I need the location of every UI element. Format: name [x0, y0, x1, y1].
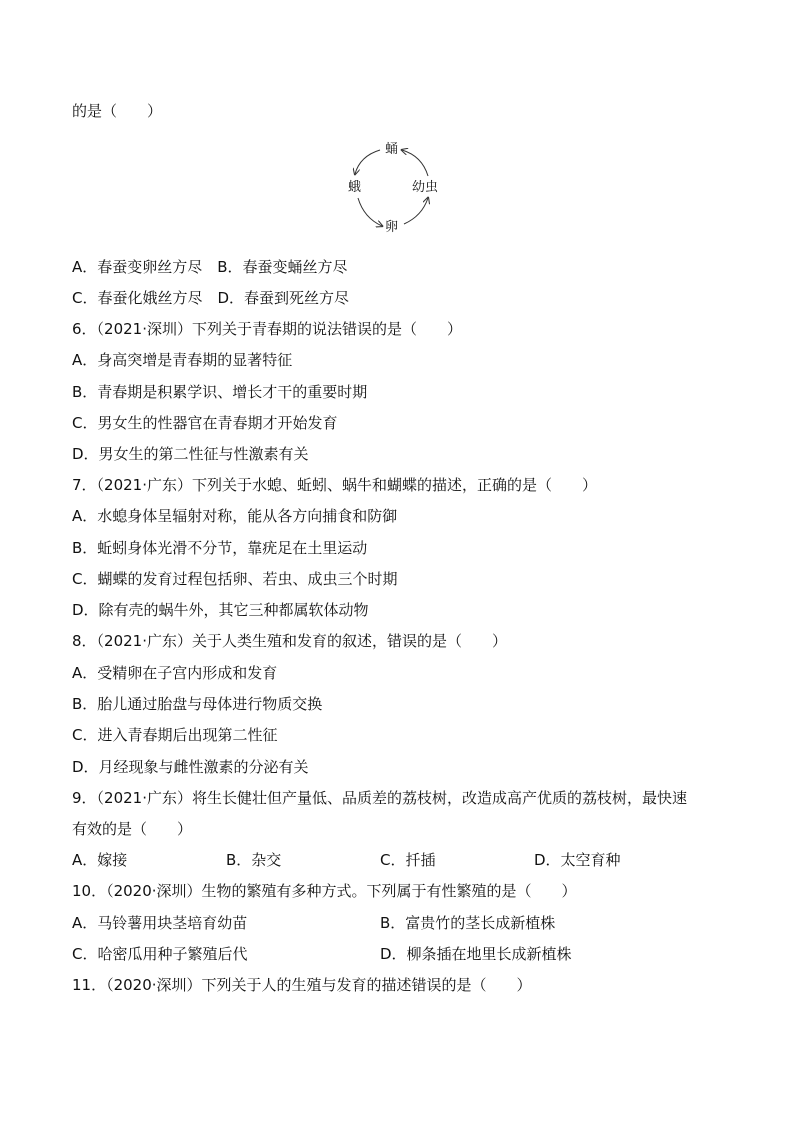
q9-option-a: A．嫁接	[72, 851, 128, 869]
q7-option-b: B．蚯蚓身体光滑不分节，靠疣足在土里运动	[72, 539, 368, 557]
q7-option-d: D．除有壳的蜗牛外，其它三种都属软体动物	[72, 601, 369, 619]
q10-option-b: B．富贵竹的茎长成新植株	[380, 914, 556, 932]
q10-option-d: D．柳条插在地里长成新植株	[380, 945, 572, 963]
q7-option-a: A．水螅身体呈辐射对称，能从各方向捕食和防御	[72, 507, 398, 525]
q11-stem: 11．（2020·深圳）下列关于人的生殖与发育的描述错误的是（ ）	[72, 976, 532, 994]
q10-option-a: A．马铃薯用块茎培育幼苗	[72, 914, 248, 932]
arrow-pupa-to-moth	[355, 150, 380, 174]
q5-option-ab: A．春蚕变卵丝方尽 B．春蚕变蛹丝方尽	[72, 258, 348, 276]
q9-stem-line2: 有效的是（ ）	[72, 820, 193, 838]
arrow-egg-to-larva	[404, 198, 428, 224]
q6-option-d: D．男女生的第二性征与性激素有关	[72, 445, 309, 463]
silkworm-life-cycle-diagram	[340, 138, 450, 238]
stage-larva: 幼虫	[412, 180, 439, 195]
q7-option-c: C．蝴蝶的发育过程包括卵、若虫、成虫三个时期	[72, 570, 398, 588]
q5-option-cd: C．春蚕化娥丝方尽 D．春蚕到死丝方尽	[72, 289, 350, 307]
arrow-larva-to-pupa	[402, 150, 428, 176]
q7-stem: 7．（2021·广东）下列关于水螅、蚯蚓、蜗牛和蝴蝶的描述，正确的是（ ）	[72, 476, 597, 494]
q6-option-c: C．男女生的性器官在青春期才开始发育	[72, 414, 338, 432]
q6-option-b: B．青春期是积累学识、增长才干的重要时期	[72, 383, 368, 401]
q10-option-c: C．哈密瓜用种子繁殖后代	[72, 945, 248, 963]
q8-option-b: B．胎儿通过胎盘与母体进行物质交换	[72, 695, 323, 713]
stage-moth: 蛾	[348, 180, 362, 195]
q6-option-a: A．身高突增是青春期的显著特征	[72, 351, 293, 369]
q8-stem: 8．（2021·广东）关于人类生殖和发育的叙述，错误的是（ ）	[72, 632, 507, 650]
stage-pupa: 蛹	[385, 142, 399, 157]
q10-stem: 10．（2020·深圳）生物的繁殖有多种方式。下列属于有性繁殖的是（ ）	[72, 882, 577, 900]
q8-option-d: D．月经现象与雌性激素的分泌有关	[72, 758, 309, 776]
q9-option-d: D．太空育种	[534, 851, 621, 869]
question-continuation: 的是（ ）	[72, 102, 163, 120]
q8-option-a: A．受精卵在子宫内形成和发育	[72, 664, 278, 682]
q6-stem: 6．（2021·深圳）下列关于青春期的说法错误的是（ ）	[72, 320, 462, 338]
q9-option-c: C．扦插	[380, 851, 436, 869]
arrow-moth-to-egg	[358, 198, 382, 226]
q9-option-b: B．杂交	[226, 851, 282, 869]
q8-option-c: C．进入青春期后出现第二性征	[72, 726, 278, 744]
stage-egg: 卵	[385, 220, 399, 235]
q9-stem-line1: 9．（2021·广东）将生长健壮但产量低、品质差的荔枝树，改造成高产优质的荔枝树，最快速	[72, 789, 687, 807]
